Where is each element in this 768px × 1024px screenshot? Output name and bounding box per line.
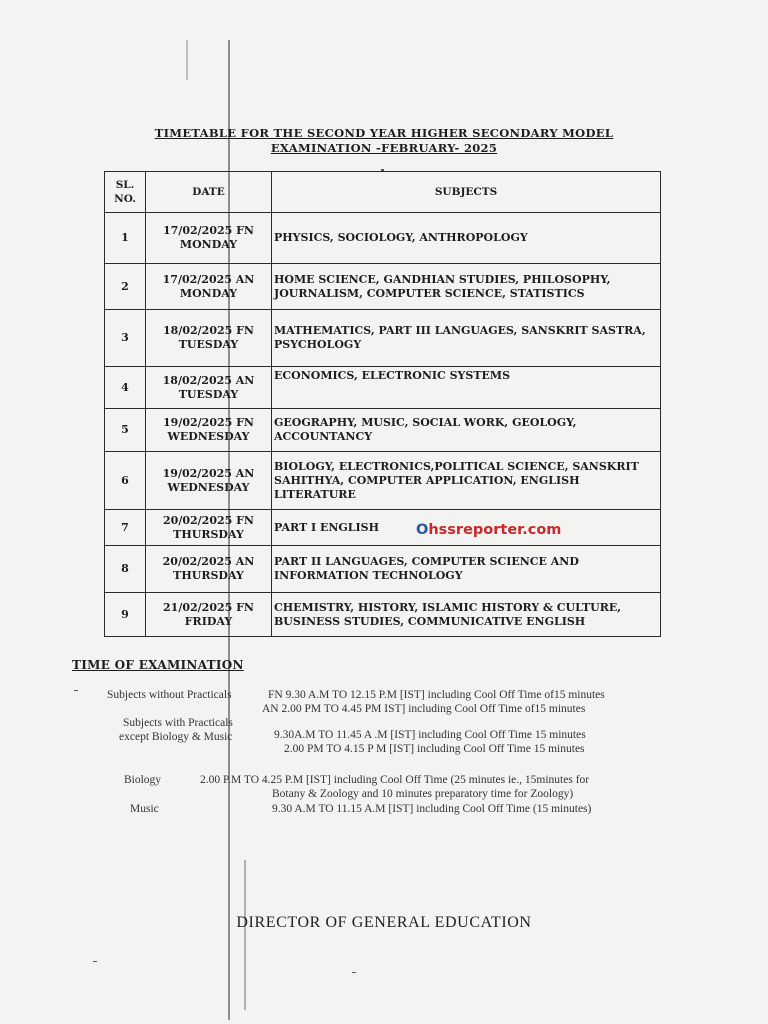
biology-time-line-1: 2.00 P.M TO 4.25 P.M [IST] including Cool Off Time (25 minutes ie., 15minutes for — [200, 774, 590, 786]
hssreporter-watermark — [416, 522, 561, 538]
row-date: 20/02/2025 FN THURSDAY — [146, 510, 272, 546]
row-subjects: BIOLOGY, ELECTRONICS,POLITICAL SCIENCE, SANSKRIT SAHITHYA, COMPUTER APPLICATION, ENGLISH LITERATURE — [272, 452, 661, 510]
watermark-logo-icon: O — [416, 522, 429, 538]
scan-speck — [381, 169, 384, 171]
row-date: 17/02/2025 AN MONDAY — [146, 264, 272, 310]
scan-speck — [93, 961, 97, 962]
biology-label: Biology — [124, 774, 162, 786]
row-sl: 5 — [105, 409, 146, 452]
scan-speck — [74, 690, 78, 691]
row-subjects: ECONOMICS, ELECTRONIC SYSTEMS — [272, 367, 661, 409]
without-practicals-fn: FN 9.30 A.M TO 12.15 P.M [IST] including Cool Off Time of15 minutes — [268, 689, 605, 701]
with-practicals-an: 2.00 PM TO 4.15 P M [IST] including Cool Off Time 15 minutes — [284, 743, 585, 755]
row-sl: 7 — [105, 510, 146, 546]
with-practicals-label-2: except Biology & Music — [119, 731, 233, 743]
header-date: DATE — [146, 172, 272, 213]
with-practicals-fn: 9.30A.M TO 11.45 A .M [IST] including Cool Off Time 15 minutes — [274, 729, 586, 741]
row-subjects: HOME SCIENCE, GANDHIAN STUDIES, PHILOSOPHY, JOURNALISM, COMPUTER SCIENCE, STATISTICS — [272, 264, 661, 310]
row-sl: 6 — [105, 452, 146, 510]
row-date: 18/02/2025 AN TUESDAY — [146, 367, 272, 409]
row-subjects: GEOGRAPHY, MUSIC, SOCIAL WORK, GEOLOGY, ACCOUNTANCY — [272, 409, 661, 452]
table-header-row — [105, 172, 661, 213]
row-sl: 4 — [105, 367, 146, 409]
row-sl: 8 — [105, 546, 146, 593]
row-subjects: PHYSICS, SOCIOLOGY, ANTHROPOLOGY — [272, 213, 661, 264]
table-row — [105, 409, 661, 452]
row-subjects: MATHEMATICS, PART III LANGUAGES, SANSKRIT SASTRA, PSYCHOLOGY — [272, 310, 661, 367]
time-of-examination-heading: TIME OF EXAMINATION — [72, 658, 244, 672]
table-row — [105, 546, 661, 593]
music-label: Music — [130, 803, 159, 815]
watermark-text: hssreporter.com — [428, 522, 562, 538]
biology-time-line-2: Botany & Zoology and 10 minutes preparatory time for Zoology) — [272, 788, 574, 800]
table-row — [105, 593, 661, 637]
table-row — [105, 310, 661, 367]
header-sl-no: SL. NO. — [105, 172, 146, 213]
table-row — [105, 510, 661, 546]
header-subjects: SUBJECTS — [272, 172, 661, 213]
title-line-2: EXAMINATION -FEBRUARY- 2025 — [270, 141, 498, 155]
scan-artifact-line — [244, 860, 246, 1010]
row-subjects: CHEMISTRY, HISTORY, ISLAMIC HISTORY & CULTURE, BUSINESS STUDIES, COMMUNICATIVE ENGLISH — [272, 593, 661, 637]
row-subjects: PART II LANGUAGES, COMPUTER SCIENCE AND INFORMATION TECHNOLOGY — [272, 546, 661, 593]
title-line-1: TIMETABLE FOR THE SECOND YEAR HIGHER SECONDARY MODEL — [154, 126, 614, 140]
document-title — [0, 126, 768, 156]
table-row — [105, 367, 661, 409]
row-subjects: PART I ENGLISH — [272, 510, 661, 546]
row-sl: 1 — [105, 213, 146, 264]
row-sl: 3 — [105, 310, 146, 367]
row-date: 19/02/2025 AN WEDNESDAY — [146, 452, 272, 510]
without-practicals-an: AN 2.00 PM TO 4.45 PM IST] including Cool Off Time of15 minutes — [262, 703, 586, 715]
row-date: 20/02/2025 AN THURSDAY — [146, 546, 272, 593]
music-time: 9.30 A.M TO 11.15 A.M [IST] including Cool Off Time (15 minutes) — [272, 803, 592, 815]
without-practicals-label: Subjects without Practicals — [107, 689, 232, 701]
with-practicals-label-1: Subjects with Practicals — [123, 717, 233, 729]
signature-director: DIRECTOR OF GENERAL EDUCATION — [236, 914, 532, 931]
row-date: 19/02/2025 FN WEDNESDAY — [146, 409, 272, 452]
scan-speck — [352, 972, 356, 973]
table-row — [105, 213, 661, 264]
table-row — [105, 264, 661, 310]
row-sl: 2 — [105, 264, 146, 310]
row-date: 18/02/2025 FN TUESDAY — [146, 310, 272, 367]
table-row — [105, 452, 661, 510]
row-date: 17/02/2025 FN MONDAY — [146, 213, 272, 264]
timetable-table — [104, 171, 661, 637]
row-date: 21/02/2025 FN FRIDAY — [146, 593, 272, 637]
scan-artifact-line — [186, 40, 188, 80]
row-sl: 9 — [105, 593, 146, 637]
